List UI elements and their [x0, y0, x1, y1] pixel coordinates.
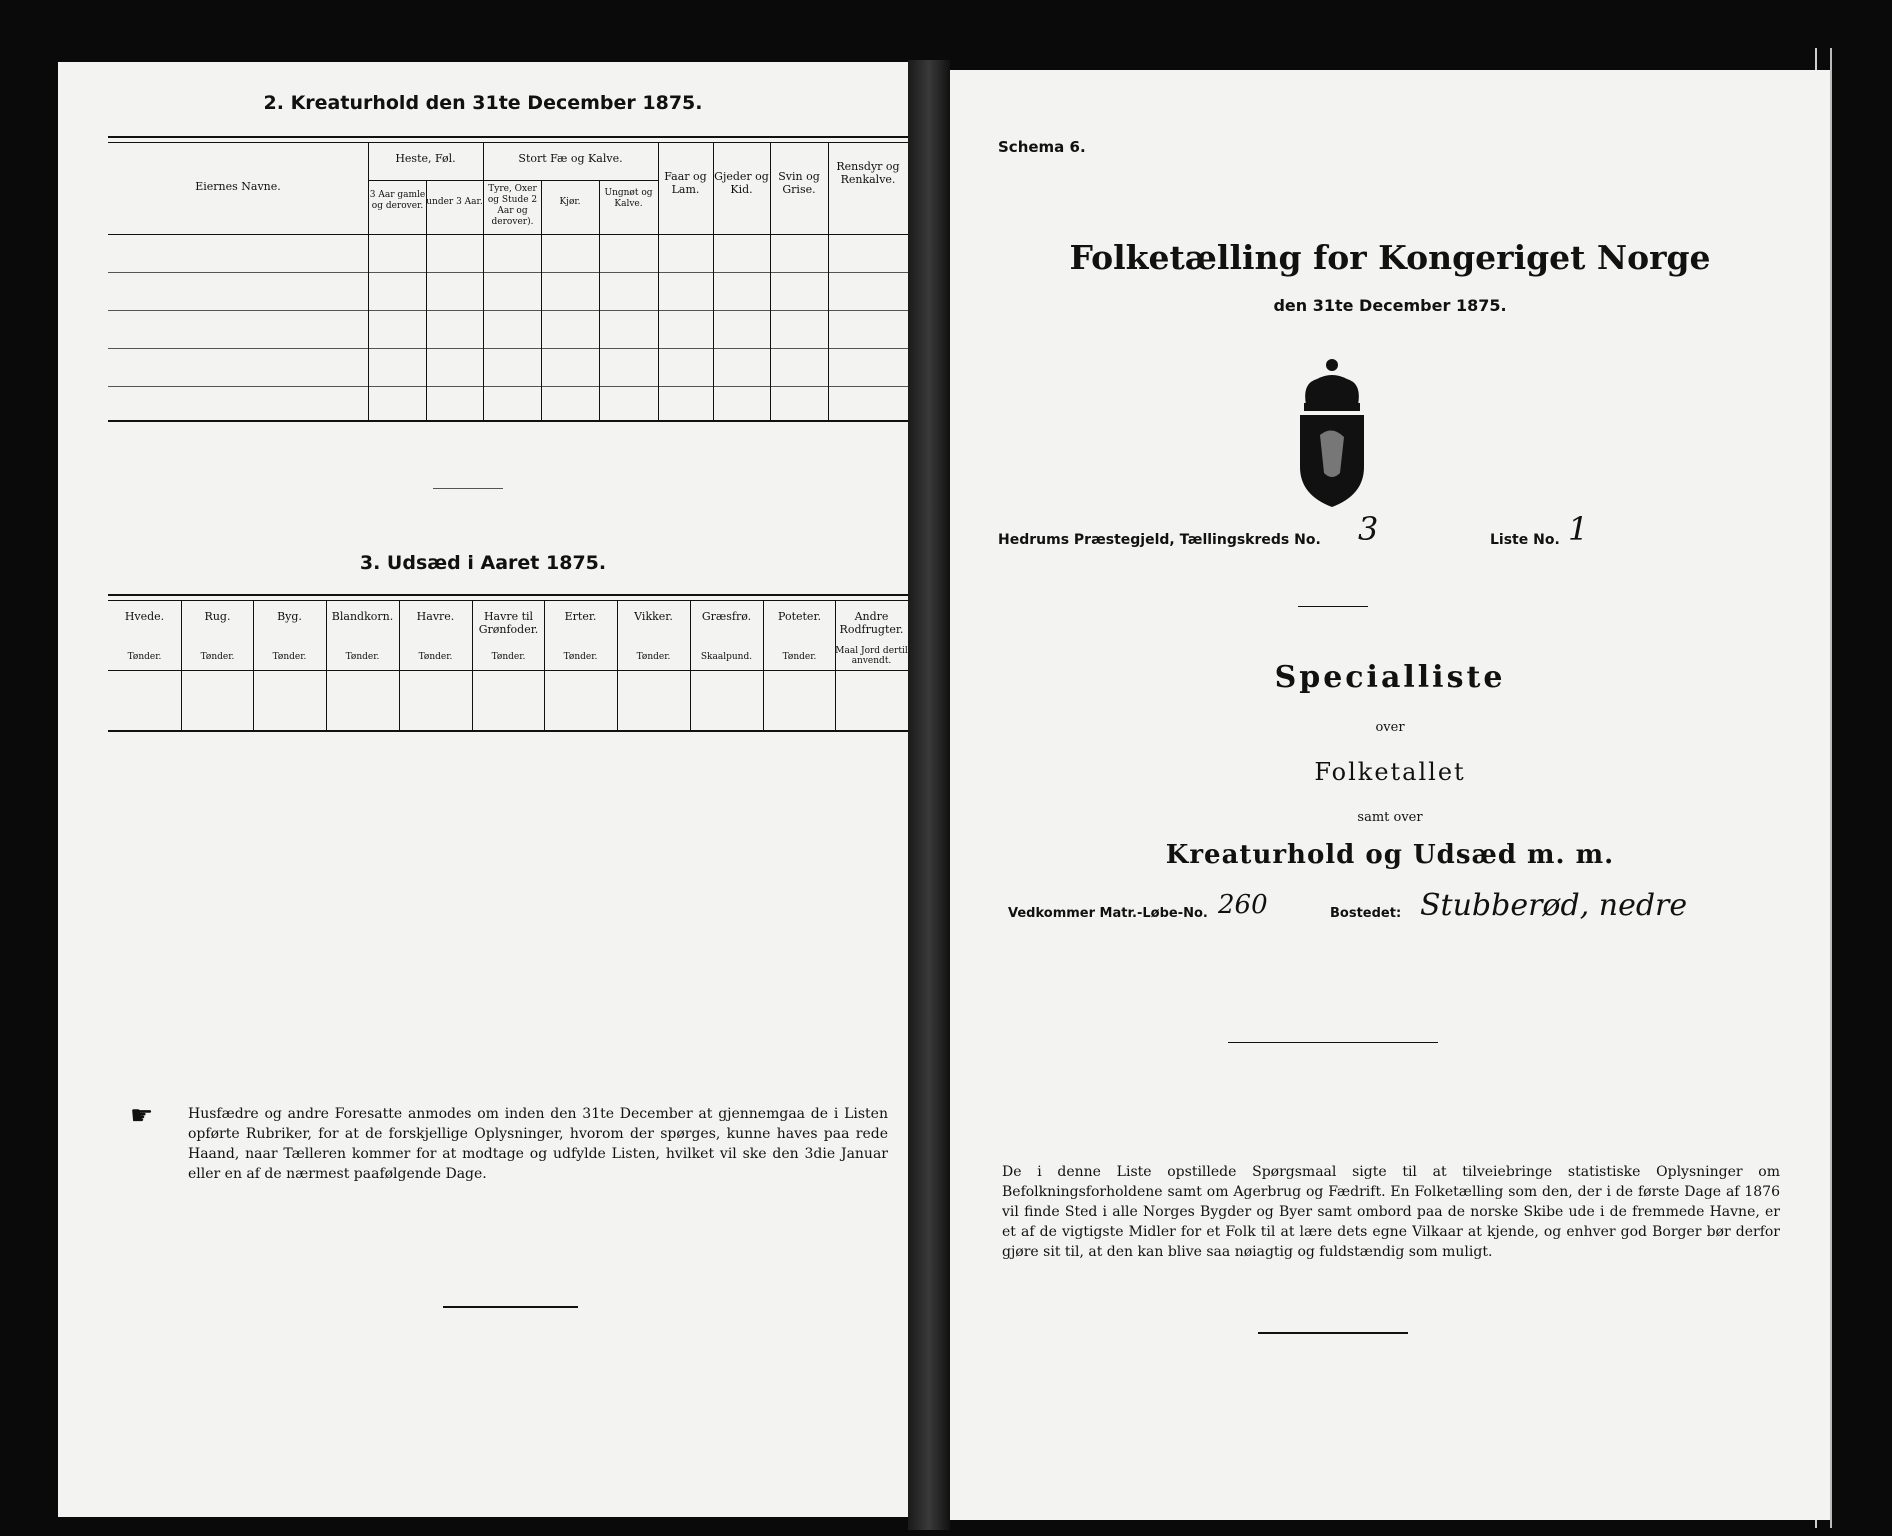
udsaed-header: Andre Rodfrugter. [839, 610, 904, 636]
book-spine [908, 60, 950, 1530]
parish-label: Hedrums Præstegjeld, Tællingskreds No. [998, 532, 1321, 548]
liste-number: 1 [1568, 510, 1589, 548]
table-row [108, 348, 908, 349]
udsaed-unit: Tønder. [563, 652, 598, 662]
bosted-label: Bostedet: [1330, 906, 1402, 921]
table-rule [368, 180, 658, 181]
udsaed-unit: Tønder. [272, 652, 307, 662]
udsaed-unit: Tønder. [636, 652, 671, 662]
column-divider [599, 180, 600, 420]
gjeder-header: Gjeder og Kid. [714, 170, 769, 196]
column-divider [368, 142, 369, 420]
left-page [58, 62, 908, 1517]
table-row [108, 386, 908, 387]
divider [1298, 606, 1368, 607]
udsaed-header: Poteter. [778, 610, 821, 623]
divider [443, 1306, 578, 1308]
table-rule [108, 670, 908, 671]
divider [1258, 1332, 1408, 1334]
udsaed-header: Græsfrø. [701, 610, 752, 623]
udsaed-unit: Tønder. [418, 652, 453, 662]
udsaed-unit: Tønder. [345, 652, 380, 662]
udsaed-header: Byg. [277, 610, 302, 623]
udsaed-unit: Maal Jord dertil anvendt. [835, 646, 908, 666]
bosted-value: Stubberød, nedre [1420, 888, 1688, 923]
column-divider [541, 180, 542, 420]
matr-label: Vedkommer Matr.-Løbe-No. [1008, 906, 1208, 921]
pointing-hand-icon: ☛ [130, 1101, 154, 1131]
schema-label: Schema 6. [998, 138, 1086, 156]
liste-label: Liste No. [1490, 532, 1560, 548]
udsaed-unit: Tønder. [200, 652, 235, 662]
kreaturhold-heading: Kreaturhold og Udsæd m. m. [1165, 840, 1615, 870]
svin-header: Svin og Grise. [778, 170, 820, 196]
udsaed-header: Erter. [564, 610, 597, 623]
table-rule [108, 142, 908, 143]
udsaed-unit: Tønder. [491, 652, 526, 662]
kreds-number: 3 [1358, 510, 1379, 548]
udsaed-header: Havre til Grønfoder. [478, 610, 539, 636]
udsaed-unit: Skaalpund. [700, 652, 753, 662]
section3-title: 3. Udsæd i Aaret 1875. [359, 552, 607, 574]
faar-header: Faar og Lam. [664, 170, 707, 196]
document-date: den 31te December 1875. [1273, 296, 1507, 315]
udsaed-header: Vikker. [634, 610, 673, 623]
specialliste-heading: Specialliste [1274, 660, 1506, 695]
table-rule [108, 600, 908, 601]
table-row [108, 310, 908, 311]
divider [433, 488, 503, 489]
heste-b-header: under 3 Aar. [426, 197, 483, 207]
section2-title: 2. Kreaturhold den 31te December 1875. [263, 92, 703, 114]
table-rule [108, 234, 908, 235]
table-rule [108, 594, 908, 596]
table-rule [108, 420, 908, 422]
divider [1228, 1042, 1438, 1043]
udsaed-unit: Tønder. [782, 652, 817, 662]
udsaed-header: Rug. [204, 610, 231, 623]
table-rule [108, 730, 908, 732]
notice-text: Husfædre og andre Foresatte anmodes om inden den 31te December at gjennemgaa de i Listen opførte Rubriker, for at de forskjellige Oplysninger, hvorom der spørges, kunne haves paa rede Haand, naar Tælleren kommer for at modtage og udfylde Listen, hvilket vil ske den 3die Januar eller en af de nærmest paafølgende Dage. [188, 1106, 888, 1182]
over-text: over [1375, 720, 1405, 735]
stort-b-header: Kjør. [559, 197, 581, 207]
rensdyr-header: Rensdyr og Renkalve. [836, 160, 900, 186]
stort-c-header: Ungnøt og Kalve. [604, 188, 653, 209]
right-page [950, 70, 1830, 1520]
table-rule [108, 136, 908, 138]
footer-text: De i denne Liste opstillede Spørgsmaal sigte til at tilveiebringe statistiske Oplysninger om Befolkningsforholdene samt om Agerbrug og Fædrift. En Folketælling som den, der i de første Dage af 1876 vil finde Sted i alle Norges Bygder og Byer samt ombord paa de norske Skibe ude i de fremmede Havne, er et af de vigtigste Midler for et Folk til at lære dets egne Vilkaar at kjende, og enhver god Borger bør derfor gjøre sit til, at den kan blive saa nøiagtig og fuldstændig som muligt. [1002, 1164, 1780, 1260]
stort-header: Stort Fæ og Kalve. [518, 152, 623, 165]
table-row [108, 272, 908, 273]
udsaed-header: Havre. [416, 610, 455, 623]
matr-number: 260 [1218, 890, 1268, 920]
folketallet-heading: Folketallet [1314, 758, 1466, 786]
samt-over-text: samt over [1357, 810, 1423, 825]
udsaed-unit: Tønder. [127, 652, 162, 662]
coat-of-arms-icon [1292, 355, 1372, 510]
column-divider [426, 180, 427, 420]
stort-a-header: Tyre, Oxer og Stude 2 Aar og derover). [487, 184, 538, 227]
heste-a-header: 3 Aar gamle og derover. [369, 190, 426, 211]
udsaed-header: Hvede. [124, 610, 165, 623]
document-title: Folketælling for Kongeriget Norge [1069, 238, 1711, 277]
owner-header: Eiernes Navne. [195, 180, 281, 193]
udsaed-header: Blandkorn. [331, 610, 394, 623]
heste-header: Heste, Føl. [395, 152, 456, 165]
